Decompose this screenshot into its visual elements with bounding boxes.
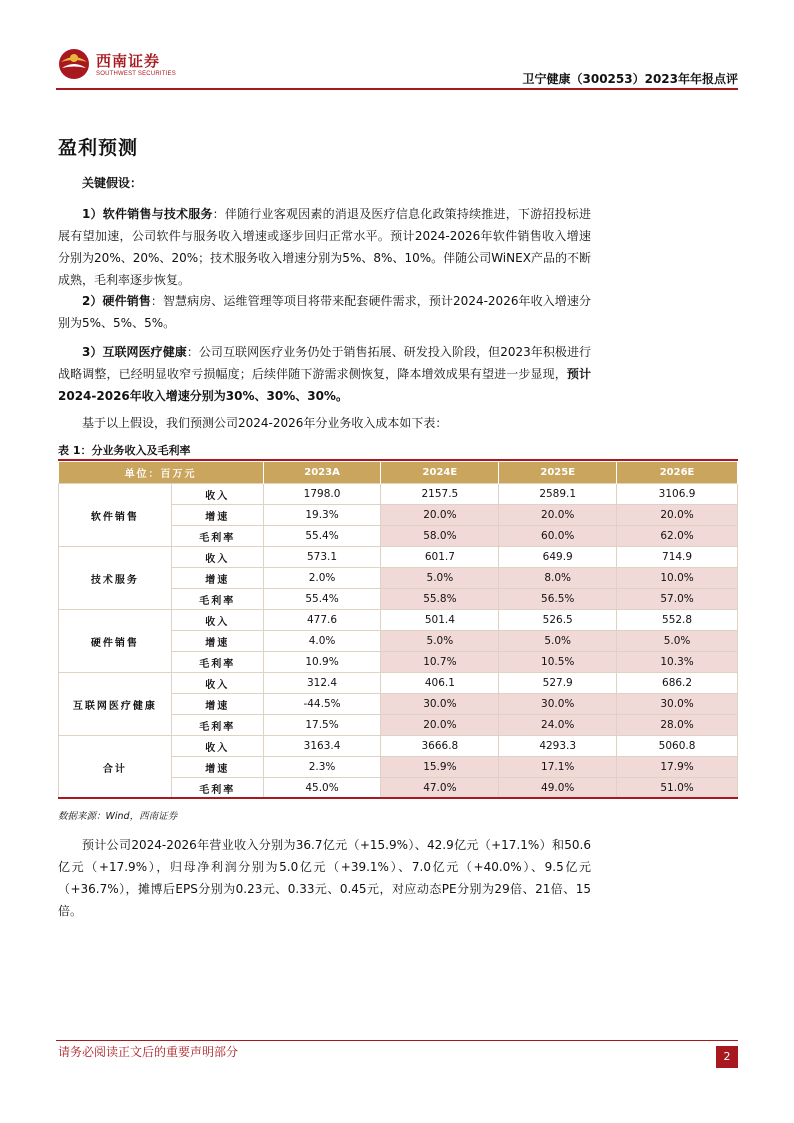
value-cell: 20.0% [381,715,499,736]
value-cell: 55.8% [381,589,499,610]
table-caption: 表 1：分业务收入及毛利率 [58,444,191,457]
metric-label: 增速 [171,568,263,589]
table-row [59,610,738,631]
value-cell: 10.9% [263,652,381,673]
segment-name: 合计 [59,736,172,799]
value-cell: 30.0% [499,694,617,715]
paragraph-conclusion: 预计公司2024-2026年营业收入分别为36.7亿元（+15.9%）、42.9亿元（+17.1%）和50.6亿元（+17.9%），归母净利润分别为5.0亿元（+39.1%）、7.0亿元（+40.0%）、9.5亿元（+36.7%），摊博后EPS分别为0.23元、0.33元、0.45元，对应动态PE分别为29倍、21倍、15倍。 [58,838,591,918]
paragraph-forecast-intro: 基于以上假设，我们预测公司2024-2026年分业务收入成本如下表： [82,416,448,430]
value-cell: 649.9 [499,547,617,568]
value-cell: 47.0% [381,778,499,799]
col-2025e: 2025E [499,462,617,484]
metric-label: 增速 [171,757,263,778]
value-cell: 10.0% [617,568,738,589]
logo-emblem-icon [56,44,92,84]
table-row [59,673,738,694]
metric-label: 毛利率 [171,589,263,610]
value-cell: 51.0% [617,778,738,799]
data-source: 数据来源：Wind，西南证券 [58,811,178,822]
table-top-rule [58,459,738,461]
metric-label: 增速 [171,694,263,715]
value-cell: 20.0% [381,505,499,526]
segment-name: 硬件销售 [59,610,172,673]
value-cell: 20.0% [499,505,617,526]
metric-label: 收入 [171,673,263,694]
metric-label: 收入 [171,610,263,631]
forecast-table [58,462,738,799]
company-logo [56,44,216,90]
value-cell: 45.0% [263,778,381,799]
value-cell: 526.5 [499,610,617,631]
value-cell: 2.3% [263,757,381,778]
value-cell: 30.0% [617,694,738,715]
metric-label: 收入 [171,484,263,505]
p2-label: 2）硬件销售 [82,294,151,308]
document-title: 卫宁健康（300253）2023年年报点评 [522,72,738,86]
unit-header: 单位：百万元 [59,462,264,484]
value-cell: 15.9% [381,757,499,778]
segment-name: 技术服务 [59,547,172,610]
value-cell: 552.8 [617,610,738,631]
paragraph-software-services [58,203,591,291]
value-cell: 28.0% [617,715,738,736]
value-cell: 2589.1 [499,484,617,505]
col-2026e: 2026E [617,462,738,484]
value-cell: 19.3% [263,505,381,526]
value-cell: 17.9% [617,757,738,778]
value-cell: 3666.8 [381,736,499,757]
value-cell: 573.1 [263,547,381,568]
value-cell: 312.4 [263,673,381,694]
page-header [56,44,738,90]
value-cell: 527.9 [499,673,617,694]
value-cell: 501.4 [381,610,499,631]
value-cell: -44.5% [263,694,381,715]
col-2024e: 2024E [381,462,499,484]
value-cell: 2157.5 [381,484,499,505]
segment-name: 软件销售 [59,484,172,547]
value-cell: 5060.8 [617,736,738,757]
value-cell: 601.7 [381,547,499,568]
metric-label: 增速 [171,631,263,652]
p1-text: ：伴随行业客观因素的消退及医疗信息化政策持续推进，下游招投标进展有望加速，公司软件与服务收入增速或逐步回归正常水平。预计2024-2026年软件销售收入增速分别为20%、20%、20%；技术服务收入增速分别为5%、8%、10%。伴随公司WiNEX产品的不断成熟，毛利率逐步恢复。 [58,207,591,287]
table-row [59,547,738,568]
table-bottom-rule [58,797,738,799]
value-cell: 686.2 [617,673,738,694]
metric-label: 收入 [171,547,263,568]
value-cell: 62.0% [617,526,738,547]
paragraph-hardware [58,290,591,334]
value-cell: 5.0% [381,631,499,652]
section-title: 盈利预测 [58,137,139,159]
value-cell: 55.4% [263,526,381,547]
segment-name: 互联网医疗健康 [59,673,172,736]
value-cell: 17.5% [263,715,381,736]
value-cell: 4293.3 [499,736,617,757]
logo-name: 西南证券 [96,52,161,70]
page-number: 2 [716,1046,738,1068]
value-cell: 2.0% [263,568,381,589]
metric-label: 毛利率 [171,715,263,736]
metric-label: 毛利率 [171,778,263,799]
p1-label: 1）软件销售与技术服务 [82,207,213,221]
value-cell: 8.0% [499,568,617,589]
value-cell: 3106.9 [617,484,738,505]
footer-disclaimer: 请务必阅读正文后的重要声明部分 [58,1045,239,1059]
value-cell: 3163.4 [263,736,381,757]
value-cell: 4.0% [263,631,381,652]
p3-bold-tail: 预计2024-2026年收入增速分别为30%、30%、30%。 [58,367,591,403]
key-assumptions-label [58,172,591,194]
header-divider [56,88,738,90]
table-row [59,736,738,757]
p3-label: 3）互联网医疗健康 [82,345,187,359]
value-cell: 17.1% [499,757,617,778]
value-cell: 57.0% [617,589,738,610]
value-cell: 20.0% [617,505,738,526]
value-cell: 56.5% [499,589,617,610]
value-cell: 30.0% [381,694,499,715]
logo-subtitle: SOUTHWEST SECURITIES [96,71,176,77]
metric-label: 毛利率 [171,652,263,673]
value-cell: 714.9 [617,547,738,568]
value-cell: 1798.0 [263,484,381,505]
value-cell: 5.0% [617,631,738,652]
col-2023a: 2023A [263,462,381,484]
value-cell: 406.1 [381,673,499,694]
value-cell: 5.0% [381,568,499,589]
p2-text: ：智慧病房、运维管理等项目将带来配套硬件需求，预计2024-2026年收入增速分别为5%、5%、5%。 [58,294,591,330]
value-cell: 58.0% [381,526,499,547]
value-cell: 5.0% [499,631,617,652]
value-cell: 10.7% [381,652,499,673]
value-cell: 49.0% [499,778,617,799]
value-cell: 24.0% [499,715,617,736]
footer-divider [56,1040,738,1041]
value-cell: 60.0% [499,526,617,547]
table-body [59,484,738,799]
value-cell: 55.4% [263,589,381,610]
metric-label: 收入 [171,736,263,757]
p3-text: ：公司互联网医疗业务仍处于销售拓展、研发投入阶段，但2023年积极进行战略调整，已经明显收窄亏损幅度；后续伴随下游需求侧恢复，降本增效成果有望进一步显现， [58,345,591,381]
table-row [59,484,738,505]
key-assumptions-text: 关键假设： [82,176,143,190]
value-cell: 10.3% [617,652,738,673]
value-cell: 477.6 [263,610,381,631]
paragraph-internet-health [58,341,591,407]
value-cell: 10.5% [499,652,617,673]
metric-label: 增速 [171,505,263,526]
metric-label: 毛利率 [171,526,263,547]
table-header-row [59,462,738,484]
